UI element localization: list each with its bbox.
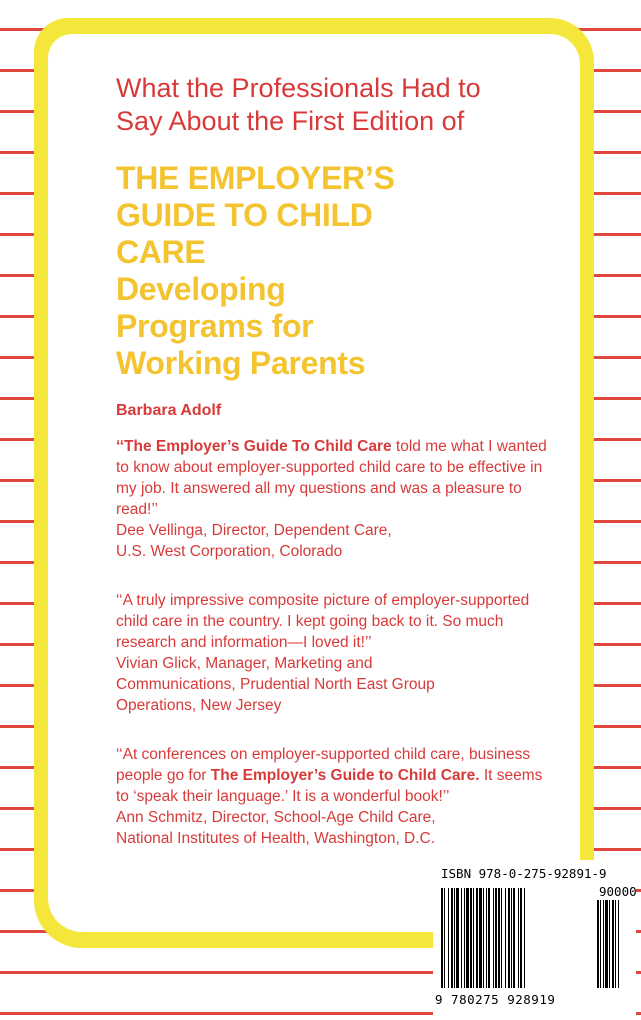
quote-3-attribution-1: Ann Schmitz, Director, School-Age Child Care, bbox=[116, 809, 436, 826]
isbn-label: ISBN 978-0-275-92891-9 bbox=[441, 866, 607, 881]
title-line-2: GUIDE TO CHILD bbox=[116, 197, 373, 233]
quote-3-text-before: ‘‘At conferences on employer-supported child care, business people go for bbox=[116, 746, 531, 784]
barcode-digits: 9 780275 928919 bbox=[435, 992, 556, 1007]
quote-2-text: ‘‘A truly impressive composite picture of employer-supported child care in the country. I kept going back to it. So much research and information—I loved it!’’ bbox=[116, 592, 530, 651]
quote-3-text-after: It seems to ‘speak their language.’ It is a wonderful book!’’ bbox=[116, 767, 543, 805]
title-line-1: THE EMPLOYER’S bbox=[116, 160, 395, 196]
barcode-icon bbox=[439, 888, 629, 988]
book-title bbox=[116, 160, 550, 271]
quote-2-attribution-2: Communications, Prudential North East Group bbox=[116, 676, 435, 693]
blurb-panel bbox=[48, 34, 580, 932]
quote-2-attribution-1: Vivian Glick, Manager, Marketing and bbox=[116, 655, 373, 672]
quote-1-open: ‘‘ bbox=[116, 438, 125, 455]
title-line-3: CARE bbox=[116, 234, 206, 270]
intro-line-1: What the Professionals Had to bbox=[116, 73, 481, 103]
quote-3-book-title: The Employer’s Guide to Child Care. bbox=[210, 767, 480, 784]
quote-3 bbox=[116, 744, 550, 849]
quote-2-attribution-3: Operations, New Jersey bbox=[116, 697, 282, 714]
quote-1-attribution-1: Dee Vellinga, Director, Dependent Care, bbox=[116, 522, 392, 539]
intro-heading bbox=[116, 72, 550, 138]
quote-3-attribution-2: National Institutes of Health, Washington, D.C. bbox=[116, 830, 436, 847]
quote-1 bbox=[116, 436, 550, 562]
subtitle-line-3: Working Parents bbox=[116, 345, 366, 381]
price-code: 90000 bbox=[599, 884, 637, 899]
author-name: Barbara Adolf bbox=[116, 402, 222, 419]
barcode-box bbox=[433, 860, 636, 1020]
quote-1-attribution-2: U.S. West Corporation, Colorado bbox=[116, 543, 343, 560]
subtitle-line-1: Developing bbox=[116, 271, 286, 307]
intro-line-2: Say About the First Edition of bbox=[116, 106, 465, 136]
quote-1-book-title: The Employer’s Guide To Child Care bbox=[124, 438, 392, 455]
quote-2 bbox=[116, 590, 550, 716]
subtitle-line-2: Programs for bbox=[116, 308, 314, 344]
book-subtitle bbox=[116, 271, 550, 382]
quote-1-text: told me what I wanted to know about employer-supported child care to be effective in my job. It answered all my questions and was a pleasure to read!’’ bbox=[116, 438, 547, 518]
